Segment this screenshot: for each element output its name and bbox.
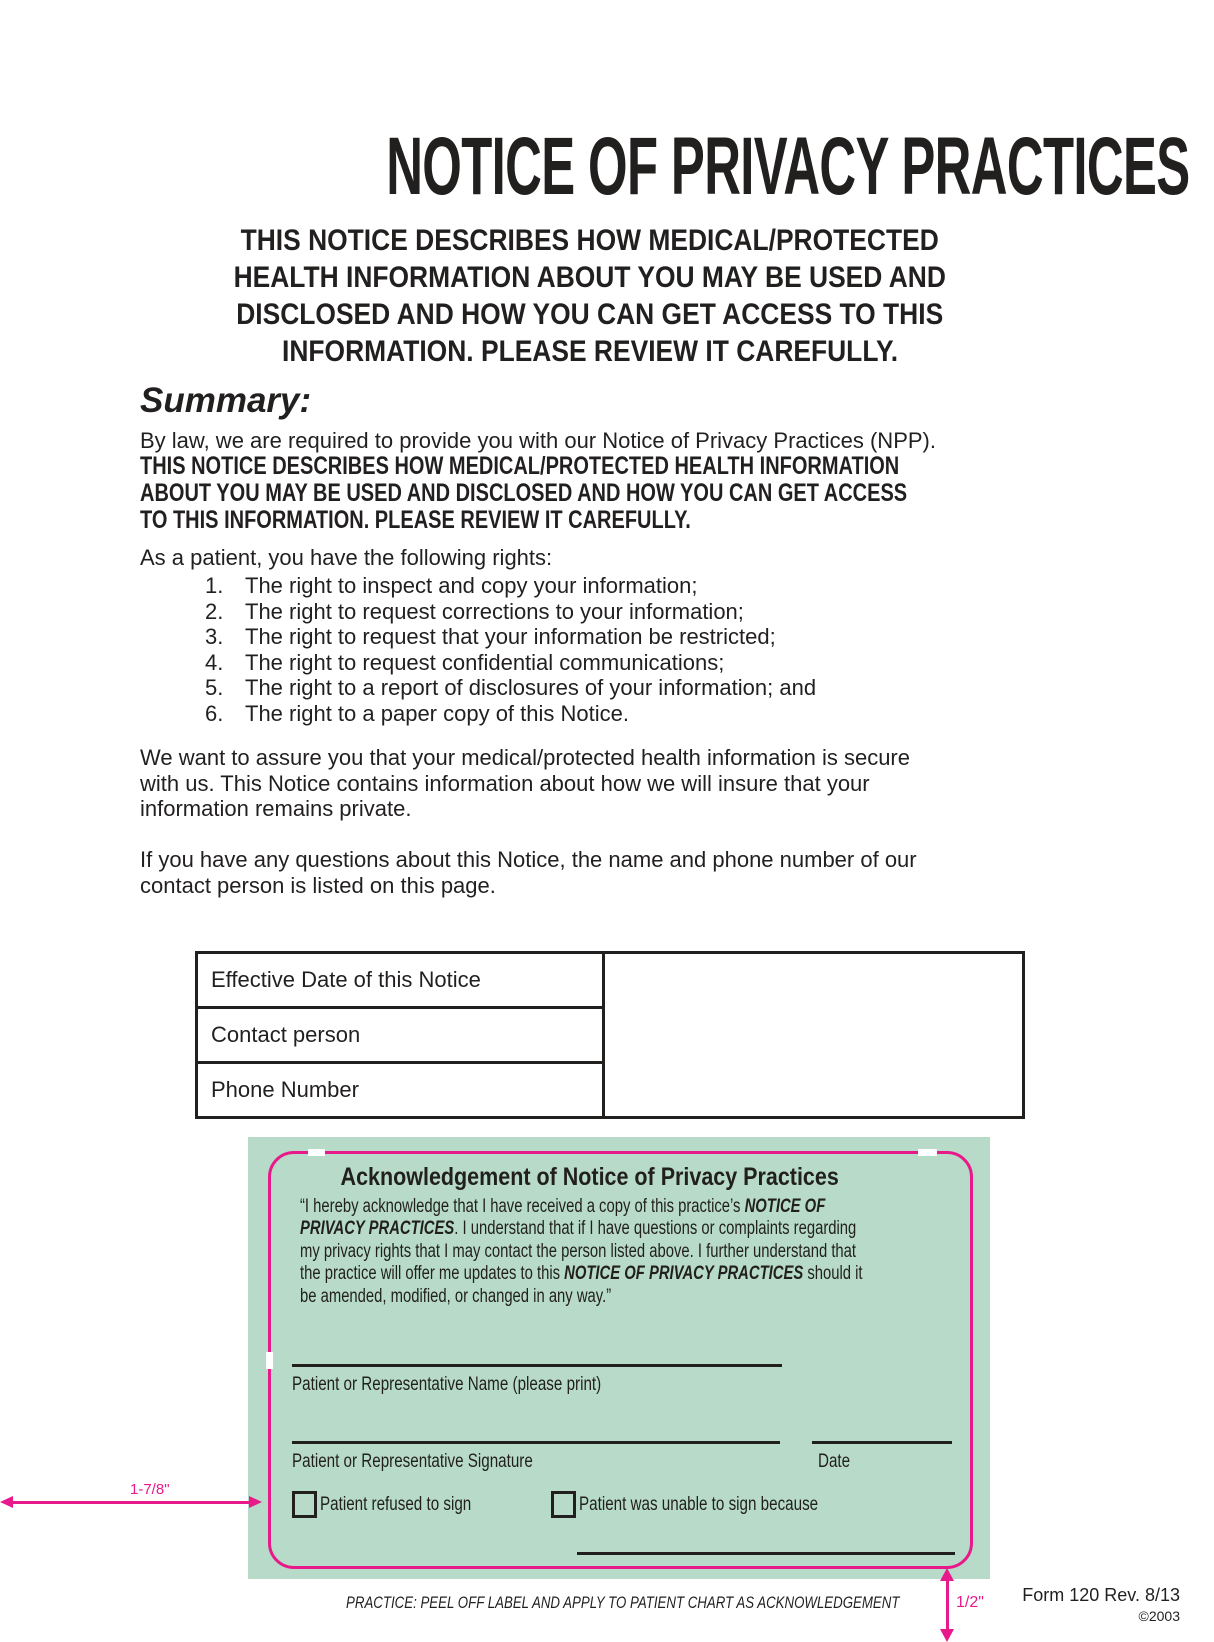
half-inch-dimension-label: 1/2" — [956, 1594, 984, 1611]
rights-intro: As a patient, you have the following rights: — [140, 545, 553, 570]
phone-number-label: Phone Number — [197, 1063, 604, 1118]
label-width-dimension-arrow — [6, 1501, 252, 1504]
diecut-nick — [308, 1149, 325, 1156]
bold-line: ABOUT YOU MAY BE USED AND DISCLOSED AND HOW YOU CAN GET ACCESS — [140, 479, 908, 507]
label-width-dimension-label: 1-7/8" — [130, 1481, 170, 1498]
subtitle-line: THIS NOTICE DESCRIBES HOW MEDICAL/PROTECTED — [240, 224, 940, 257]
contact-person-label: Contact person — [197, 1008, 604, 1063]
subtitle-line: INFORMATION. PLEASE REVIEW IT CAREFULLY. — [281, 335, 899, 368]
list-item: 6. The right to a paper copy of this Notice. — [205, 700, 629, 726]
arrowhead-up-icon — [940, 1568, 954, 1581]
rights-list — [205, 573, 816, 727]
list-item: 3. The right to request that your information be restricted; — [205, 624, 776, 650]
contact-info-table — [195, 951, 1025, 1119]
arrowhead-right-icon — [249, 1496, 262, 1508]
checkbox-patient-unable[interactable] — [551, 1491, 576, 1518]
bold-line: TO THIS INFORMATION. PLEASE REVIEW IT CAREFULLY. — [140, 506, 691, 534]
name-signature-line[interactable] — [292, 1364, 782, 1367]
contact-info-fill-in-cell[interactable] — [604, 953, 1024, 1118]
half-inch-dimension-arrow — [946, 1576, 949, 1632]
acknowledgement-heading: Acknowledgement of Notice of Privacy Practices — [340, 1163, 839, 1191]
list-item: 2. The right to request corrections to your information; — [205, 598, 744, 624]
signature-line-label: Patient or Representative Signature — [292, 1451, 533, 1472]
arrowhead-down-icon — [940, 1629, 954, 1642]
table-row — [197, 953, 1024, 1008]
notice-subtitle — [140, 222, 1040, 370]
unable-reason-line[interactable] — [577, 1552, 955, 1555]
diecut-nick — [918, 1149, 937, 1156]
arrowhead-left-icon — [0, 1496, 13, 1508]
signature-line[interactable] — [292, 1441, 780, 1444]
effective-date-label: Effective Date of this Notice — [197, 953, 604, 1008]
copyright-notice: ©2003 — [1138, 1608, 1180, 1624]
checkbox-patient-refused-label: Patient refused to sign — [320, 1494, 472, 1515]
form-number: Form 120 Rev. 8/13 — [1022, 1585, 1180, 1605]
bold-line: THIS NOTICE DESCRIBES HOW MEDICAL/PROTECTED HEALTH INFORMATION — [140, 452, 900, 480]
checkbox-patient-unable-label: Patient was unable to sign because — [579, 1494, 819, 1515]
summary-heading: Summary: — [140, 381, 312, 420]
list-item: 1. The right to inspect and copy your information; — [205, 573, 698, 598]
summary-intro: By law, we are required to provide you with our Notice of Privacy Practices (NPP). — [140, 428, 936, 453]
practice-instruction-note: PRACTICE: PEEL OFF LABEL AND APPLY TO PATIENT CHART AS ACKNOWLEDGEMENT — [346, 1593, 900, 1612]
subtitle-line: DISCLOSED AND HOW YOU CAN GET ACCESS TO THIS — [236, 298, 944, 331]
acknowledgement-text: “I hereby acknowledge that I have received a copy of this practice’s NOTICE OF PRIVACY PRACTICES. I understand that if I have questions or complaints regarding my privacy rights that I may contact the person listed above. I further understand that the practice will offer me updates to this NOTICE OF PRIVACY PRACTICES should it be amended, modified, or changed in any way.” — [300, 1196, 863, 1307]
name-line-label: Patient or Representative Name (please print) — [292, 1374, 602, 1395]
summary-bold-block — [140, 453, 1099, 534]
page-title: NOTICE OF PRIVACY PRACTICES — [386, 121, 1190, 212]
subtitle-line: HEALTH INFORMATION ABOUT YOU MAY BE USED AND — [233, 261, 947, 294]
date-line-label: Date — [818, 1451, 851, 1472]
list-item: 4. The right to request confidential communications; — [205, 649, 725, 675]
diecut-nick — [266, 1352, 273, 1369]
checkbox-patient-refused[interactable] — [292, 1491, 317, 1518]
date-line[interactable] — [812, 1441, 952, 1444]
questions-paragraph: If you have any questions about this Notice, the name and phone number of our contact person is listed on this page. — [140, 847, 917, 898]
assurance-paragraph: We want to assure you that your medical/protected health information is secure with us. This Notice contains information about how we will insure that your information remains private. — [140, 745, 910, 822]
list-item: 5. The right to a report of disclosures of your information; and — [205, 675, 817, 701]
